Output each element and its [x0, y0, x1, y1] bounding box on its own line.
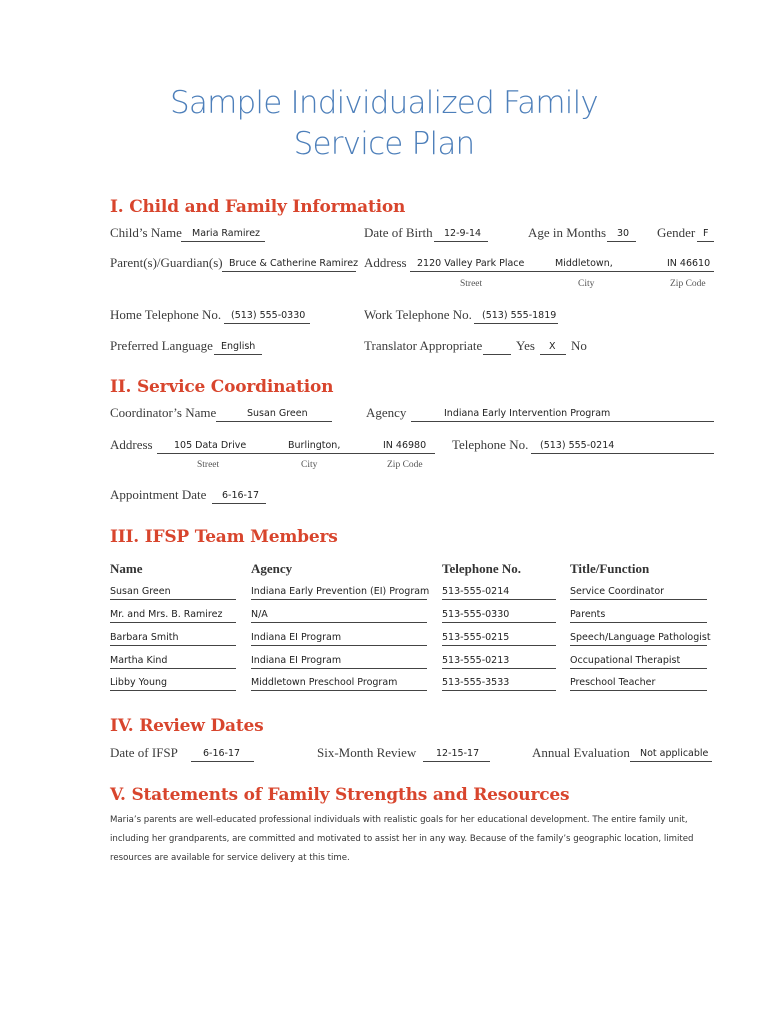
city-caption: City — [578, 279, 595, 289]
team-row-2-name: Mr. and Mrs. B. Ramirez — [110, 609, 223, 620]
row-5-agency-underline — [251, 690, 427, 691]
section-1-heading: I. Child and Family Information — [110, 197, 406, 217]
agency-underline — [411, 421, 714, 422]
dob-field[interactable]: 12-9-14 — [444, 228, 482, 239]
coord-tel-label: Telephone No. — [452, 437, 529, 452]
home-tel-field[interactable]: (513) 555-0330 — [231, 310, 306, 321]
row-1-name-underline — [110, 599, 236, 600]
team-row-1-tel: 513-555-0214 — [442, 586, 510, 597]
ifsp-date-field[interactable]: 6-16-17 — [203, 748, 241, 759]
home-tel-underline — [224, 323, 310, 324]
street-caption: Street — [460, 279, 483, 289]
team-row-4-title: Occupational Therapist — [570, 655, 681, 666]
translator-no-underline — [540, 354, 566, 355]
row-4-title-underline — [570, 668, 707, 669]
family-strengths-text: Maria’s parents are well-educated professional individuals with realistic goals for her educational development. The entire family unit, including her grandparents, are committed and motivated to assist her in any way. Because of the family’s geographic location, limited resources are available for service delivery at this time. — [110, 815, 694, 863]
row-4-agency-underline — [251, 668, 427, 669]
team-row-3-title: Speech/Language Pathologist — [570, 632, 711, 643]
work-tel-field[interactable]: (513) 555-1819 — [482, 310, 557, 321]
row-3-tel-underline — [442, 645, 556, 646]
page-title-line-2: Service Plan — [293, 126, 475, 162]
zip-caption: Zip Code — [670, 279, 706, 289]
work-tel-underline — [474, 323, 558, 324]
row-2-agency-underline — [251, 622, 427, 623]
translator-yes-label: Yes — [516, 338, 535, 353]
coord-address-label: Address — [110, 437, 153, 452]
coord-tel-field[interactable]: (513) 555-0214 — [540, 440, 615, 451]
row-2-name-underline — [110, 622, 236, 623]
translator-label: Translator Appropriate — [364, 338, 483, 353]
section-5-heading: V. Statements of Family Strengths and Resources — [110, 785, 570, 805]
coordinator-underline — [216, 421, 332, 422]
work-tel-label: Work Telephone No. — [364, 307, 472, 322]
team-row-5-title: Preschool Teacher — [570, 677, 656, 688]
team-row-3-tel: 513-555-0215 — [442, 632, 510, 643]
language-underline — [214, 354, 262, 355]
coord-zip-caption: Zip Code — [387, 460, 423, 470]
ifsp-date-underline — [191, 761, 254, 762]
childs-name-underline — [181, 241, 265, 242]
team-row-1-name: Susan Green — [110, 586, 171, 597]
team-row-2-tel: 513-555-0330 — [442, 609, 510, 620]
row-3-agency-underline — [251, 645, 427, 646]
row-3-title-underline — [570, 645, 707, 646]
parents-field[interactable]: Bruce & Catherine Ramirez — [229, 258, 359, 269]
col-header-name: Name — [110, 561, 143, 576]
section-2-heading: II. Service Coordination — [110, 377, 334, 397]
coord-city-caption: City — [301, 460, 318, 470]
row-1-tel-underline — [442, 599, 556, 600]
team-row-5-agency: Middletown Preschool Program — [251, 677, 398, 688]
section-3-heading: III. IFSP Team Members — [110, 527, 338, 547]
team-row-2-title: Parents — [570, 609, 606, 620]
section-4-heading: IV. Review Dates — [110, 716, 264, 736]
coord-zip-field[interactable]: IN 46980 — [383, 440, 427, 451]
row-1-agency-underline — [251, 599, 427, 600]
row-1-title-underline — [570, 599, 707, 600]
ifsp-date-label: Date of IFSP — [110, 745, 178, 760]
coord-tel-underline — [531, 453, 714, 454]
appt-field[interactable]: 6-16-17 — [222, 490, 260, 501]
home-tel-label: Home Telephone No. — [110, 307, 222, 322]
translator-no-mark[interactable]: X — [549, 341, 556, 352]
six-month-underline — [423, 761, 490, 762]
team-row-5-tel: 513-555-3533 — [442, 677, 510, 688]
team-row-5-name: Libby Young — [110, 677, 168, 688]
team-row-1-agency: Indiana Early Prevention (EI) Program — [251, 586, 430, 597]
row-2-tel-underline — [442, 622, 556, 623]
annual-field[interactable]: Not applicable — [640, 748, 709, 759]
language-field[interactable]: English — [221, 341, 256, 352]
address-underline — [410, 271, 714, 272]
address-label: Address — [364, 255, 407, 270]
dob-underline — [434, 241, 488, 242]
col-header-telephone: Telephone No. — [442, 561, 521, 576]
coord-city-field[interactable]: Burlington, — [288, 440, 341, 451]
team-row-2-agency: N/A — [251, 609, 268, 620]
team-row-3-name: Barbara Smith — [110, 632, 179, 643]
appt-label: Appointment Date — [110, 487, 207, 502]
age-label: Age in Months — [528, 225, 606, 240]
coordinator-field[interactable]: Susan Green — [247, 408, 308, 419]
coordinator-label: Coordinator’s Name — [110, 405, 217, 420]
age-field[interactable]: 30 — [617, 228, 630, 239]
translator-yes-underline[interactable] — [483, 354, 511, 355]
parents-underline — [222, 271, 356, 272]
age-underline — [607, 241, 636, 242]
language-label: Preferred Language — [110, 338, 213, 353]
childs-name-field[interactable]: Maria Ramirez — [192, 228, 261, 239]
row-2-title-underline — [570, 622, 707, 623]
annual-underline — [630, 761, 712, 762]
zip-field[interactable]: IN 46610 — [667, 258, 711, 269]
team-row-1-title: Service Coordinator — [570, 586, 665, 597]
row-5-title-underline — [570, 690, 707, 691]
col-header-agency: Agency — [251, 561, 293, 576]
dob-label: Date of Birth — [364, 225, 433, 240]
parents-label: Parent(s)/Guardian(s) — [110, 255, 223, 270]
agency-field[interactable]: Indiana Early Intervention Program — [444, 408, 611, 419]
row-5-tel-underline — [442, 690, 556, 691]
six-month-label: Six-Month Review — [317, 745, 417, 760]
team-row-3-agency: Indiana EI Program — [251, 632, 342, 643]
six-month-field[interactable]: 12-15-17 — [436, 748, 480, 759]
page-title-line-1: Sample Individualized Family — [170, 85, 598, 121]
childs-name-label: Child’s Name — [110, 225, 182, 240]
agency-label: Agency — [366, 405, 407, 420]
row-4-name-underline — [110, 668, 236, 669]
row-5-name-underline — [110, 690, 236, 691]
gender-label: Gender — [657, 225, 696, 240]
coord-address-underline — [157, 453, 435, 454]
translator-no-label: No — [571, 338, 587, 353]
gender-underline — [697, 241, 714, 242]
appt-underline — [212, 503, 266, 504]
annual-label: Annual Evaluation — [532, 745, 630, 760]
coord-street-caption: Street — [197, 460, 220, 470]
col-header-title: Title/Function — [570, 561, 650, 576]
team-row-4-tel: 513-555-0213 — [442, 655, 510, 666]
street-field[interactable]: 2120 Valley Park Place — [417, 258, 525, 269]
city-field[interactable]: Middletown, — [555, 258, 613, 269]
row-4-tel-underline — [442, 668, 556, 669]
team-row-4-name: Martha Kind — [110, 655, 168, 666]
team-row-4-agency: Indiana EI Program — [251, 655, 342, 666]
row-3-name-underline — [110, 645, 236, 646]
gender-field[interactable]: F — [703, 228, 709, 239]
coord-street-field[interactable]: 105 Data Drive — [174, 440, 247, 451]
